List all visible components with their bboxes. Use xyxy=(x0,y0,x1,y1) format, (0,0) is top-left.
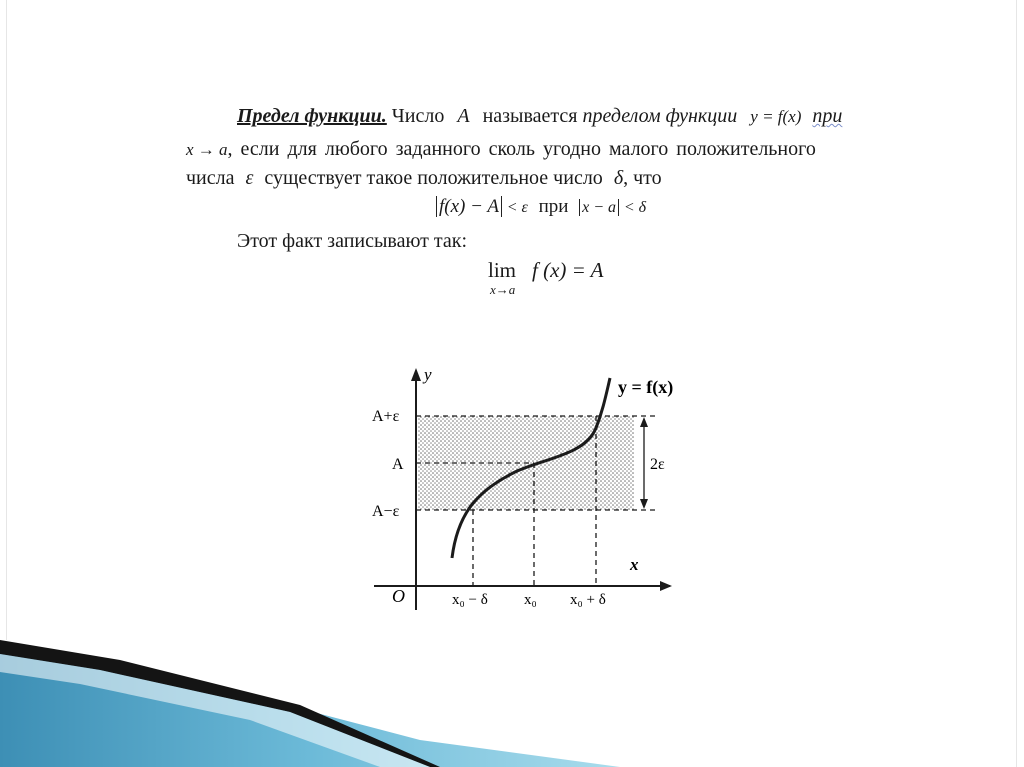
symbol-epsilon: ε xyxy=(245,167,254,189)
y-axis-label: y xyxy=(424,365,432,384)
lim-expression: f (x) = A xyxy=(532,258,604,282)
less-than-delta: < δ xyxy=(623,199,647,216)
origin-label: O xyxy=(392,586,405,606)
lim-operator: lim xyxy=(488,258,517,282)
formula-x-to-a: x → a xyxy=(186,140,228,159)
text: существует такое положительное число xyxy=(264,167,603,189)
word-pri: при xyxy=(812,105,843,127)
text: Число xyxy=(391,105,445,127)
symbol-A: A xyxy=(457,105,470,127)
word-pri: при xyxy=(538,196,569,217)
formula-y-fx: y = f(x) xyxy=(750,107,802,126)
symbol-delta: δ xyxy=(613,167,624,189)
less-than-epsilon: < ε xyxy=(506,199,528,216)
lim-subscript: x→a xyxy=(490,282,516,297)
term-function-limit: пределом функции xyxy=(582,105,738,127)
text: называется xyxy=(482,105,578,127)
label-A-minus-eps: A−ε xyxy=(372,503,400,520)
label-A-plus-eps: A+ε xyxy=(372,408,400,425)
curve-label: y = f(x) xyxy=(618,377,674,397)
text: числа xyxy=(186,167,235,189)
label-x0-minus-delta: x₀ − δ xyxy=(452,592,488,608)
abs-x-minus-a: x − a xyxy=(579,199,619,216)
label-x0-plus-delta: x₀ + δ xyxy=(570,592,606,608)
label-A: A xyxy=(392,456,404,473)
abs-fx-minus-A: f(x) − A xyxy=(436,196,502,217)
text: , что xyxy=(623,167,662,189)
written-line: Этот факт записывают так: xyxy=(237,230,468,252)
text: , если для любого заданного сколь угодно малого положительного xyxy=(227,138,816,160)
definition-title: Предел функции. xyxy=(237,105,387,127)
label-x0: x₀ xyxy=(524,592,537,608)
x-axis-label: x xyxy=(630,555,639,574)
label-2eps: 2ε xyxy=(650,456,665,473)
